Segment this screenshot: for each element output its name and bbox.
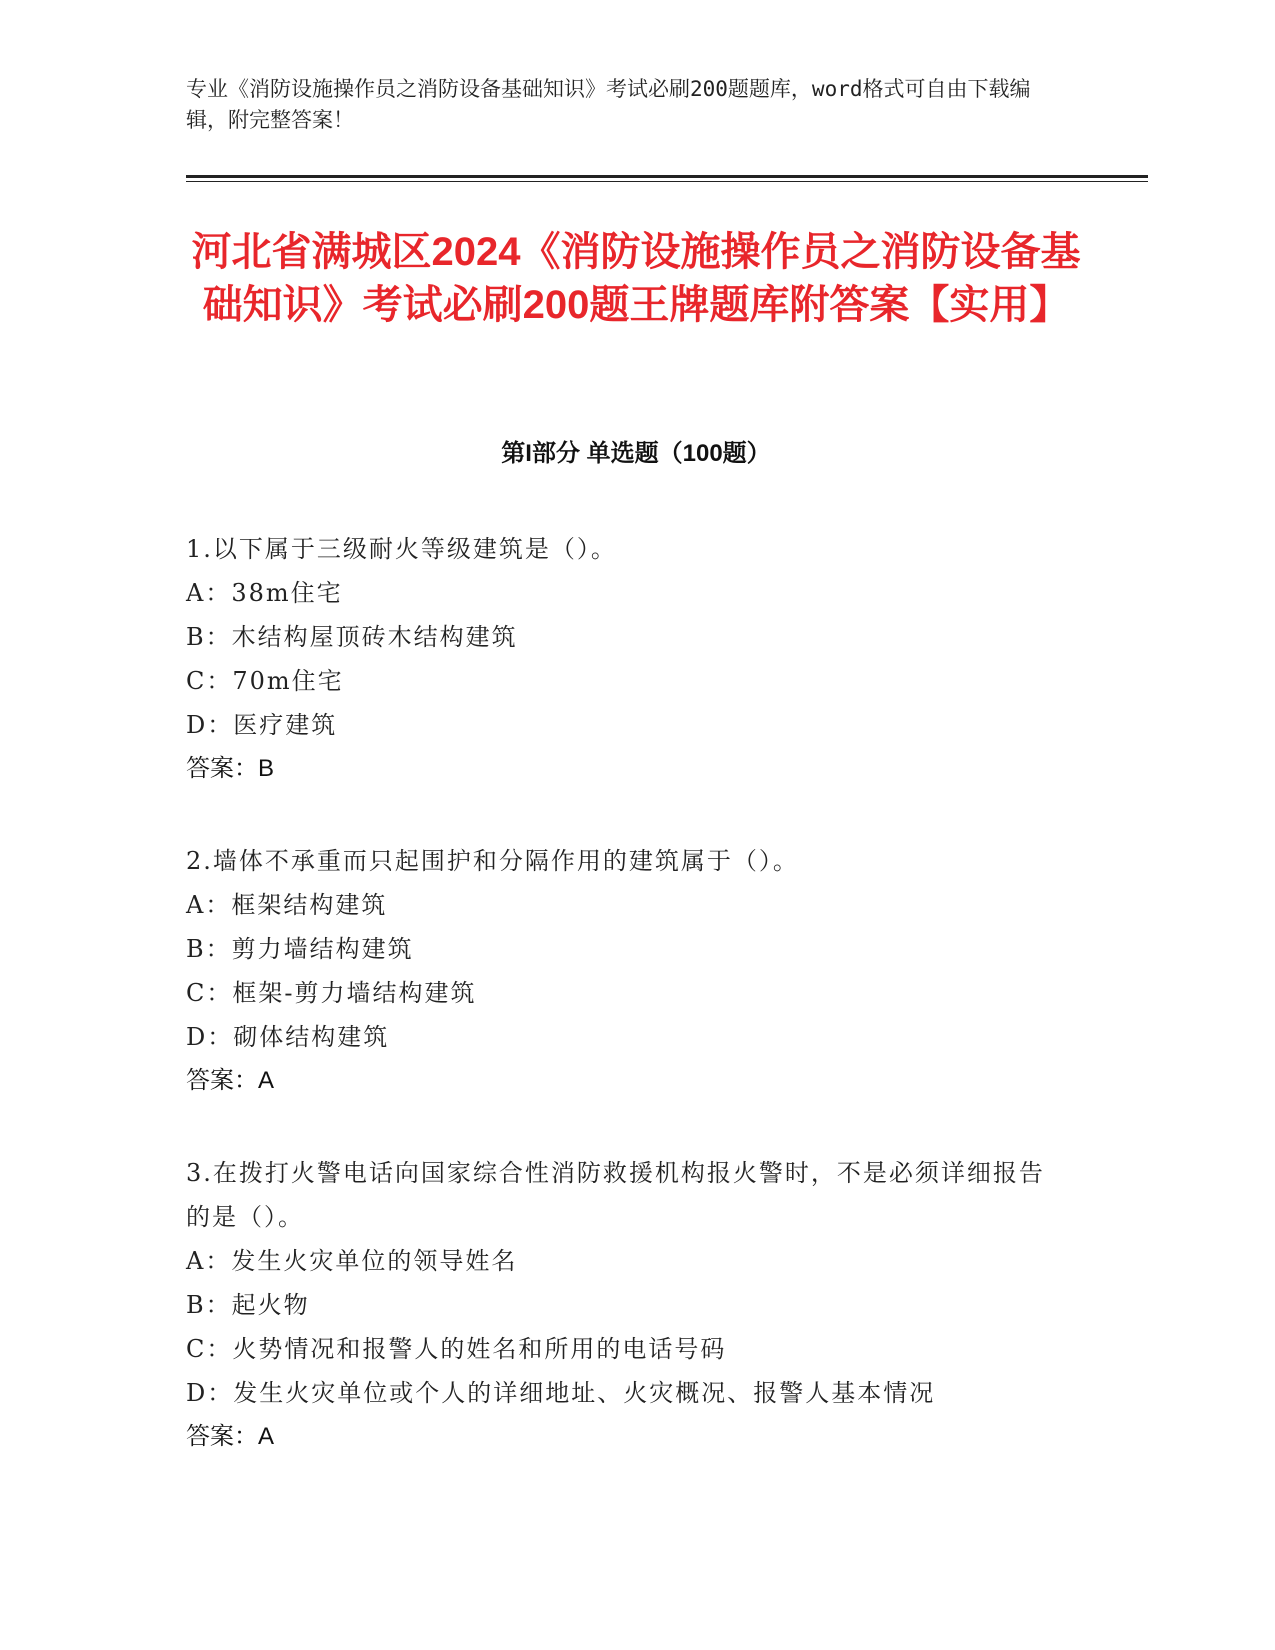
question-3	[186, 1151, 1066, 1459]
answer: 答案：A	[186, 1067, 275, 1094]
option-c: C：70m住宅	[186, 667, 344, 695]
question-stem: 3.在拨打火警电话向国家综合性消防救援机构报火警时，不是必须详细报告的是（）。	[186, 1159, 1045, 1231]
answer: 答案：B	[186, 755, 275, 782]
question-1	[186, 527, 1066, 791]
option-a: A：38m住宅	[186, 579, 343, 607]
option-c: C：框架-剪力墙结构建筑	[186, 979, 477, 1007]
option-d: D：砌体结构建筑	[186, 1023, 390, 1051]
option-d: D：发生火灾单位或个人的详细地址、火灾概况、报警人基本情况	[186, 1379, 936, 1407]
option-a: A：发生火灾单位的领导姓名	[186, 1247, 518, 1275]
question-stem: 2.墙体不承重而只起围护和分隔作用的建筑属于（）。	[186, 847, 799, 875]
answer: 答案：A	[186, 1423, 275, 1450]
question-list	[186, 527, 1066, 1507]
header-note: 专业《消防设施操作员之消防设备基础知识》考试必刷200题题库，word格式可自由下载编辑，附完整答案！	[186, 77, 1031, 132]
section-title: 第I部分 单选题（100题）	[501, 440, 771, 467]
option-b: B：起火物	[186, 1291, 310, 1319]
question-stem: 1.以下属于三级耐火等级建筑是（）。	[186, 535, 617, 563]
document-title: 河北省满城区2024《消防设施操作员之消防设备基础知识》考试必刷200题王牌题库附答案【实用】	[191, 230, 1081, 327]
option-b: B：木结构屋顶砖木结构建筑	[186, 623, 518, 651]
option-b: B：剪力墙结构建筑	[186, 935, 414, 963]
header-rule-thin	[186, 181, 1148, 182]
option-c: C：火势情况和报警人的姓名和所用的电话号码	[186, 1335, 727, 1363]
header-rule-thick	[186, 175, 1148, 178]
question-2	[186, 839, 1066, 1103]
option-a: A：框架结构建筑	[186, 891, 388, 919]
option-d: D：医疗建筑	[186, 711, 338, 739]
